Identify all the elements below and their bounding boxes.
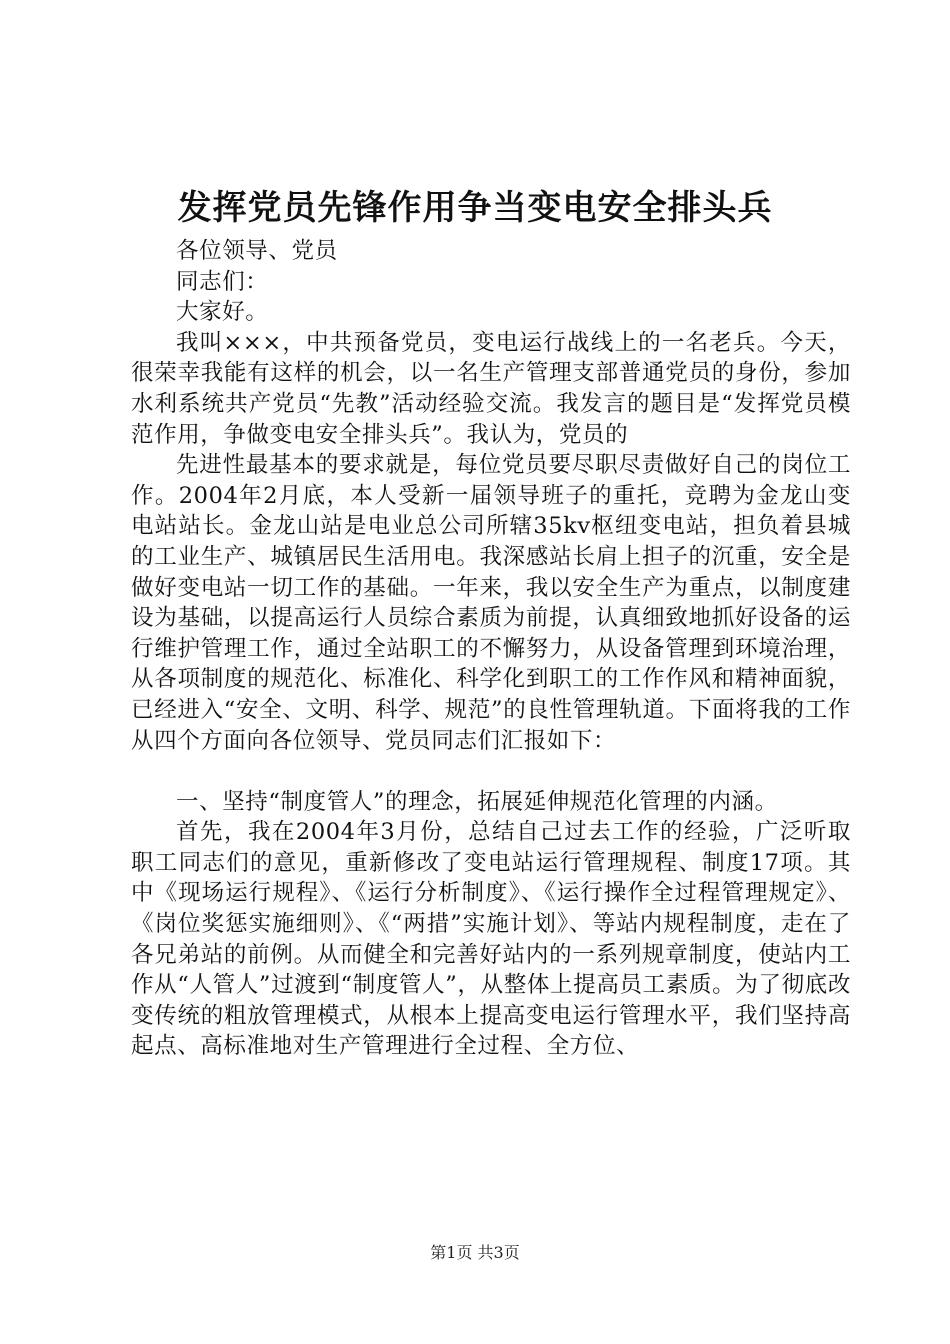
salutation-line-2: 同志们： (176, 268, 269, 295)
body-paragraph-2: 先进性最基本的要求就是，每位党员要尽职尽责做好自己的岗位工作。2004年2月底，本人受新一届领导班子的重托，竞聘为金龙山变电站站长。金龙山站是电业总公司所辖35kv枢纽变电站，担负着县城的工业生产、城镇居民生活用电。我深感站长肩上担子的沉重，安全是做好变电站一切工作的基础。一年来，我以安全生产为重点，以制度建设为基础，以提高运行人员综合素质为前提，认真细致地抓好设备的运行维护管理工作，通过全站职工的不懈努力，从设备管理到环境治理，从各项制度的规范化、标准化、科学化到职工的工作作风和精神面貌，已经进入“安全、文明、科学、规范”的良性管理轨道。下面将我的工作从四个方面向各位领导、党员同志们汇报如下： (131, 452, 851, 754)
section-heading-1: 一、坚持“制度管人”的理念，拓展延伸规范化管理的内涵。 (176, 788, 778, 815)
greeting-line: 大家好。 (176, 299, 269, 326)
salutation-line-1: 各位领导、党员 (176, 238, 338, 264)
paragraph-spacer (131, 756, 851, 787)
body-paragraph-3: 首先，我在2004年3月份，总结自己过去工作的经验，广泛听取职工同志们的意见，重新修改了变电站运行管理规程、制度17项。其中《现场运行规程》、《运行分析制度》、《运行操作全过程管理规定》、《岗位奖惩实施细则》、《“两措”实施计划》、等站内规程制度，走在了各兄弟站的前例。从而健全和完善好站内的一系列规章制度，使站内工作从“人管人”过渡到“制度管人”，从整体上提高员工素质。为了彻底改变传统的粗放管理模式，从根本上提高变电运行管理水平，我们坚持高起点、高标准地对生产管理进行全过程、全方位、 (131, 819, 851, 1060)
page-footer: 第1页 共3页 (430, 1243, 520, 1262)
document-title: 发挥党员先锋作用争当变电安全排头兵 (177, 188, 773, 228)
body-paragraph-intro: 我叫×××，中共预备党员，变电运行战线上的一名老兵。今天，很荣幸我能有这样的机会，以一名生产管理支部普通党员的身份，参加水利系统共产党员“先教”活动经验交流。我发言的题目是“发挥党员模范作用，争做变电安全排头兵”。我认为，党员的 (131, 329, 851, 448)
document-body (131, 236, 851, 1062)
